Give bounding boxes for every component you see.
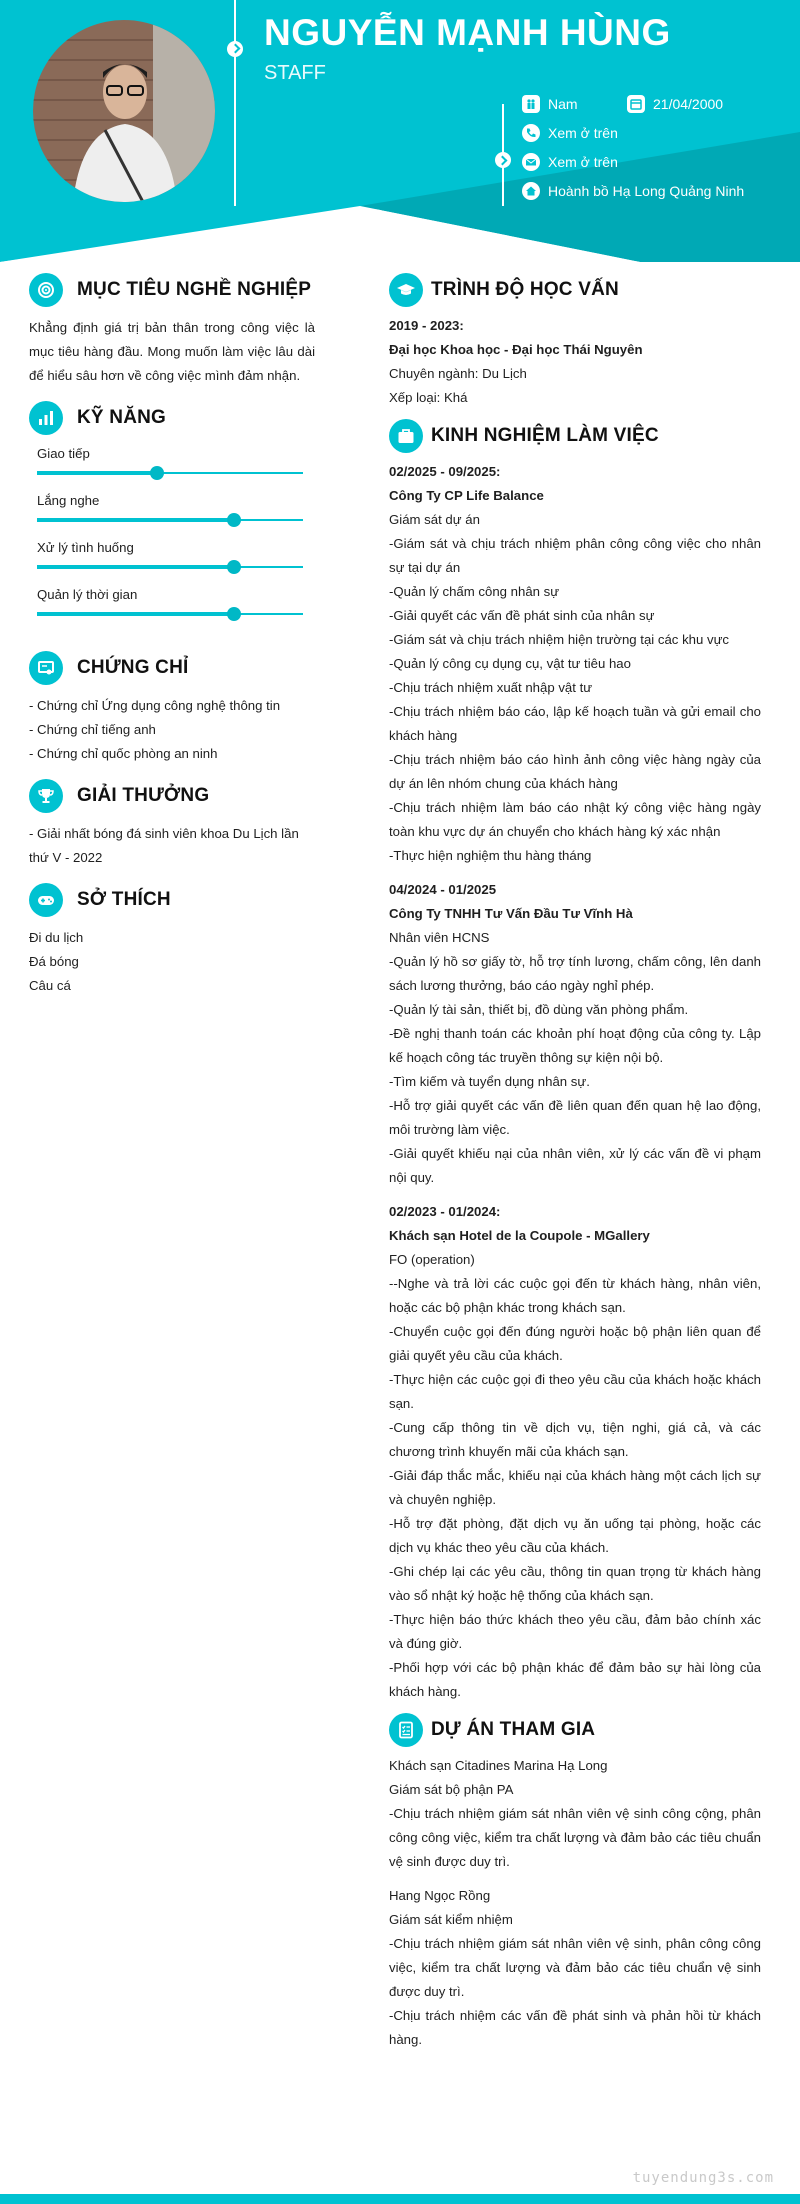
skill-knob	[150, 466, 164, 480]
job-entry	[389, 878, 761, 1190]
skill-item	[29, 540, 315, 587]
job-position: FO (operation)	[389, 1252, 475, 1267]
skill-label: Xử lý tình huống	[37, 540, 134, 555]
skill-item	[29, 587, 315, 634]
job-duty: -Hỗ trợ đặt phòng, đặt dịch vụ ăn uống tại phòng, hoặc các dịch vụ khác theo yêu cầu của khách.	[389, 1516, 761, 1555]
candidate-role: STAFF	[264, 62, 326, 84]
site-watermark: tuyendung3s.com	[632, 2170, 774, 2186]
project-duty: -Chịu trách nhiệm giám sát nhân viên vệ sinh công cộng, phân công công việc, kiểm tra chất lượng và đảm bảo các tiêu chuẩn vệ sinh được duy trì.	[389, 1806, 761, 1869]
skill-item	[29, 493, 315, 540]
job-duty: -Giải quyết các vấn đề phát sinh của nhân sự	[389, 608, 655, 623]
hobby-item: Đi du lịch	[29, 930, 84, 945]
calendar-icon	[627, 95, 645, 113]
skill-fill	[37, 565, 234, 569]
job-entry	[389, 1200, 761, 1704]
job-duty: -Phối hợp với các bộ phận khác để đảm bảo sự hài lòng của khách hàng.	[389, 1660, 761, 1699]
job-duty: -Tìm kiếm và tuyển dụng nhân sự.	[389, 1074, 590, 1089]
gender-value: Nam	[548, 96, 578, 112]
phone-icon	[522, 124, 540, 142]
education-period: 2019 - 2023:	[389, 318, 464, 333]
skills-heading	[29, 398, 315, 438]
cv-header	[0, 0, 800, 262]
education-major: Chuyên ngành: Du Lịch	[389, 366, 527, 381]
hobbies-title: SỞ THÍCH	[77, 889, 171, 910]
contact-phone	[522, 124, 618, 142]
contact-gender	[522, 95, 578, 113]
job-duty: -Giải quyết khiếu nại của nhân viên, xử lý các vấn đề vi phạm nội quy.	[389, 1146, 761, 1185]
job-duty: -Thực hiện báo thức khách theo yêu cầu, đảm bảo chính xác và đúng giờ.	[389, 1612, 761, 1651]
awards-heading	[29, 776, 315, 816]
header-divider-line	[234, 0, 236, 206]
contact-address	[522, 182, 744, 200]
skill-fill	[37, 518, 234, 522]
award-text: - Giải nhất bóng đá sinh viên khoa Du Lịch lần thứ V - 2022	[29, 826, 299, 865]
job-position: Nhân viên HCNS	[389, 930, 490, 945]
job-duty: -Chịu trách nhiệm xuất nhập vật tư	[389, 680, 593, 695]
gender-icon	[522, 95, 540, 113]
divider-arrow-icon	[227, 41, 243, 57]
job-company: Khách sạn Hotel de la Coupole - MGallery	[389, 1228, 650, 1243]
education-rank: Xếp loại: Khá	[389, 390, 468, 405]
job-duty: -Thực hiện nghiệm thu hàng tháng	[389, 848, 592, 863]
graduation-cap-icon	[389, 273, 423, 307]
experience-title: KINH NGHIỆM LÀM VIỆC	[431, 425, 659, 446]
job-entry	[389, 460, 761, 868]
skill-fill	[37, 471, 157, 475]
job-duty: -Giải đáp thắc mắc, khiếu nại của khách hàng một cách lịch sự và chuyên nghiệp.	[389, 1468, 761, 1507]
right-column	[389, 270, 761, 2052]
contact-email	[522, 153, 618, 171]
candidate-name: NGUYỄN MẠNH HÙNG	[264, 12, 671, 53]
bar-chart-icon	[29, 401, 63, 435]
email-icon	[522, 153, 540, 171]
projects-title: DỰ ÁN THAM GIA	[431, 1719, 596, 1740]
contact-dob	[627, 95, 723, 113]
certificates-title: CHỨNG CHỈ	[77, 657, 189, 678]
job-period: 02/2025 - 09/2025:	[389, 464, 501, 479]
email-value[interactable]: Xem ở trên	[548, 154, 618, 170]
skill-item	[29, 446, 315, 493]
education-title: TRÌNH ĐỘ HỌC VẤN	[431, 279, 619, 300]
project-entry	[389, 1754, 761, 1874]
experience-heading	[389, 416, 761, 456]
hobbies-heading	[29, 880, 315, 920]
skill-label: Lắng nghe	[37, 493, 100, 508]
left-column	[29, 270, 315, 998]
job-duty: -Đề nghị thanh toán các khoản phí hoạt động của công ty. Lập kế hoạch công tác truyền thông sự kiện nội bộ.	[389, 1026, 761, 1065]
certificate-item: - Chứng chỉ quốc phòng an ninh	[29, 746, 218, 761]
trophy-icon	[29, 779, 63, 813]
skill-fill	[37, 612, 234, 616]
skill-knob	[227, 513, 241, 527]
address-value: Hoành bồ Hạ Long Quảng Ninh	[548, 183, 745, 199]
project-role: Giám sát bộ phận PA	[389, 1782, 514, 1797]
skill-label: Giao tiếp	[37, 446, 90, 461]
hobby-item: Câu cá	[29, 978, 71, 993]
skills-list	[29, 446, 315, 634]
dob-value: 21/04/2000	[653, 96, 724, 112]
skills-title: KỸ NĂNG	[77, 407, 167, 428]
skill-label: Quản lý thời gian	[37, 587, 138, 602]
job-duty: --Nghe và trả lời các cuộc gọi đến từ khách hàng, nhân viên, hoặc các bộ phận khác trong khách sạn.	[389, 1276, 761, 1315]
job-duty: -Chịu trách nhiệm báo cáo, lập kế hoạch tuần và gửi email cho khách hàng	[389, 704, 761, 743]
job-duty: -Chuyển cuộc gọi đến đúng người hoặc bộ phận liên quan để giải quyết yêu cầu của khách.	[389, 1324, 761, 1363]
hobby-item: Đá bóng	[29, 954, 79, 969]
job-duty: -Chịu trách nhiệm báo cáo hình ảnh công việc hàng ngày của dự án lên nhóm chung của khách hàng	[389, 752, 761, 791]
skill-knob	[227, 607, 241, 621]
job-position: Giám sát dự án	[389, 512, 480, 527]
profile-photo	[33, 20, 215, 202]
skill-knob	[227, 560, 241, 574]
project-role: Giám sát kiểm nhiệm	[389, 1912, 513, 1927]
project-name: Hang Ngọc Rồng	[389, 1888, 491, 1903]
gamepad-icon	[29, 883, 63, 917]
job-period: 04/2024 - 01/2025	[389, 882, 497, 897]
contact-arrow-icon	[495, 152, 511, 168]
job-duty: -Thực hiện các cuộc gọi đi theo yêu cầu của khách hoặc khách sạn.	[389, 1372, 761, 1411]
objective-heading	[29, 270, 315, 310]
footer-bar	[0, 2194, 800, 2204]
education-heading	[389, 270, 761, 310]
job-duty: -Cung cấp thông tin về dịch vụ, tiện nghi, giá cả, và các chương trình khuyến mãi của khách sạn.	[389, 1420, 761, 1459]
job-duty: -Quản lý hồ sơ giấy tờ, hỗ trợ tính lương, chấm công, lên danh sách lương thưởng, báo cáo ngày nghỉ phép.	[389, 954, 761, 993]
projects-heading	[389, 1710, 761, 1750]
education-school: Đại học Khoa học - Đại học Thái Nguyên	[389, 342, 643, 357]
briefcase-icon	[389, 419, 423, 453]
job-duty: -Giám sát và chịu trách nhiệm hiện trường tại các khu vực	[389, 632, 730, 647]
job-duty: -Hỗ trợ giải quyết các vấn đề liên quan đến quan hệ lao động, môi trường làm việc.	[389, 1098, 761, 1137]
checklist-icon	[389, 1713, 423, 1747]
phone-value[interactable]: Xem ở trên	[548, 125, 618, 141]
job-duty: -Quản lý tài sản, thiết bị, đồ dùng văn phòng phẩm.	[389, 1002, 689, 1017]
certificate-item: - Chứng chỉ tiếng anh	[29, 722, 156, 737]
job-duty: -Chịu trách nhiệm làm báo cáo nhật ký công việc hàng ngày toàn khu vực dự án chuyển cho khách hàng ký xác nhận	[389, 800, 761, 839]
job-duty: -Giám sát và chịu trách nhiệm phân công công việc cho nhân sự tại dự án	[389, 536, 761, 575]
job-duty: -Quản lý chấm công nhân sự	[389, 584, 560, 599]
job-duty: -Quản lý công cụ dụng cụ, vật tư tiêu hao	[389, 656, 631, 671]
job-company: Công Ty TNHH Tư Vấn Đầu Tư Vĩnh Hà	[389, 906, 633, 921]
job-period: 02/2023 - 01/2024:	[389, 1204, 501, 1219]
project-name: Khách sạn Citadines Marina Hạ Long	[389, 1758, 608, 1773]
awards-title: GIẢI THƯỞNG	[77, 785, 210, 806]
job-company: Công Ty CP Life Balance	[389, 488, 544, 503]
certificate-icon	[29, 651, 63, 685]
project-duty: -Chịu trách nhiệm các vấn đề phát sinh và phản hồi từ khách hàng.	[389, 2008, 761, 2047]
home-icon	[522, 182, 540, 200]
objective-title: MỤC TIÊU NGHỀ NGHIỆP	[77, 279, 312, 300]
target-icon	[29, 273, 63, 307]
certificates-heading	[29, 648, 315, 688]
objective-text: Khẳng định giá trị bản thân trong công việc là mục tiêu hàng đầu. Mong muốn làm việc lâu dài để hiểu sâu hơn về công việc mình đảm nhận.	[29, 320, 315, 383]
certificate-item: - Chứng chỉ Ứng dụng công nghệ thông tin	[29, 698, 281, 713]
project-entry	[389, 1884, 761, 2052]
project-duty: -Chịu trách nhiệm giám sát nhân viên vệ sinh, phân công công việc, kiểm tra chất lượng và đảm bảo các tiêu chuẩn vệ sinh được duy trì.	[389, 1936, 761, 1999]
job-duty: -Ghi chép lại các yêu cầu, thông tin quan trọng từ khách hàng vào sổ nhật ký hoặc hệ thống của khách sạn.	[389, 1564, 761, 1603]
